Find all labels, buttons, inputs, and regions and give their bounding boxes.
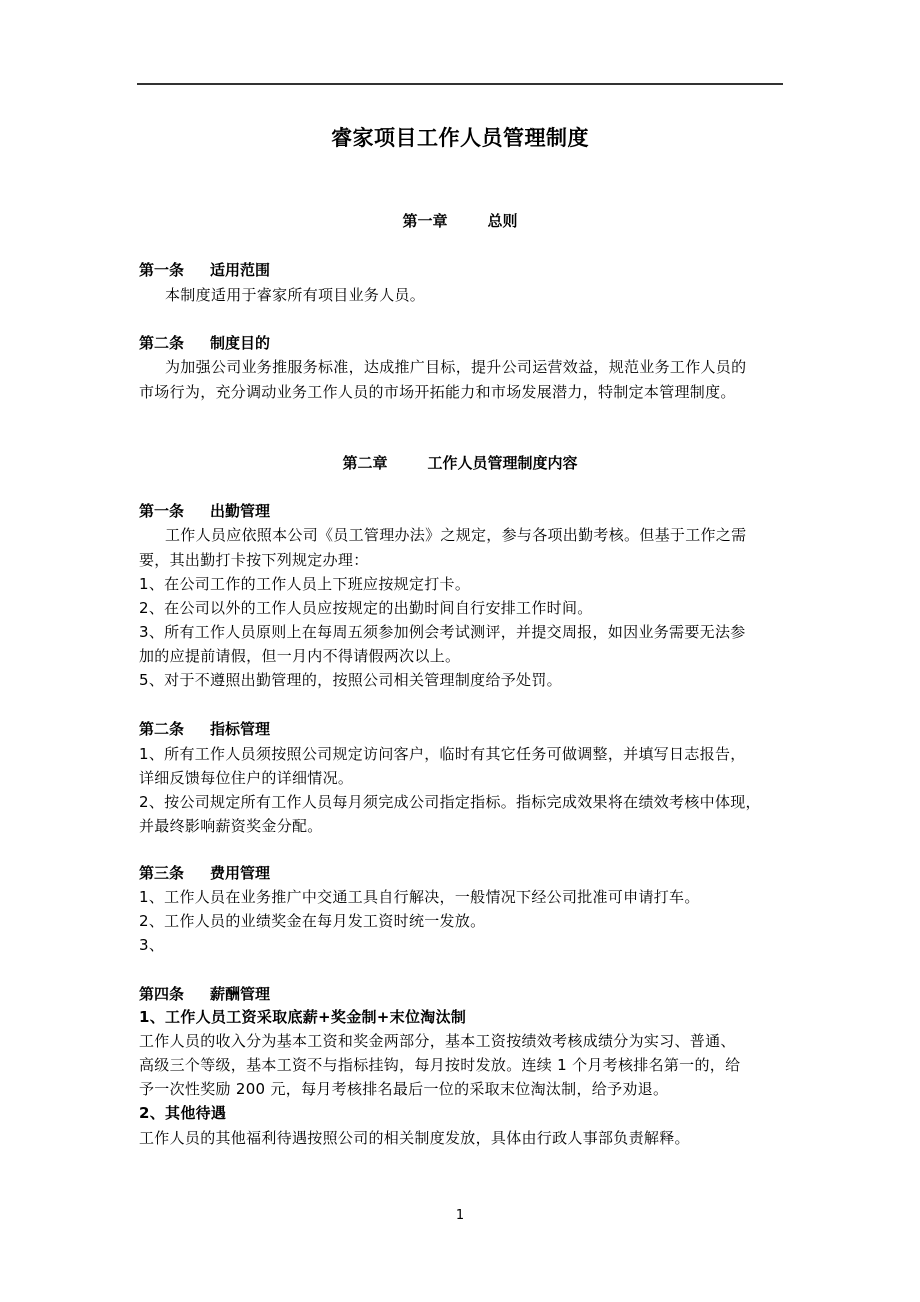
- paragraph-line: 为加强公司业务推服务标准，达成推广目标，提升公司运营效益，规范业务工作人员的: [165, 358, 747, 376]
- chapter-2-heading: [0, 452, 920, 473]
- list-item: 2、按公司规定所有工作人员每月须完成公司指定指标。指标完成效果将在绩效考核中体现，: [139, 793, 761, 811]
- paragraph-line: 工作人员的其他福利待遇按照公司的相关制度发放，具体由行政人事部负责解释。: [139, 1129, 690, 1147]
- paragraph-line: 本制度适用于睿家所有项目业务人员。: [165, 286, 426, 304]
- article-name: 薪酬管理: [210, 985, 271, 1003]
- list-item: 1、在公司工作的工作人员上下班应按规定打卡。: [139, 575, 471, 593]
- chapter-name: 工作人员管理制度内容: [427, 454, 578, 472]
- paragraph-line: 市场行为，充分调动业务工作人员的市场开拓能力和市场发展潜力，特制定本管理制度。: [139, 383, 736, 401]
- list-item: 1、工作人员在业务推广中交通工具自行解决，一般情况下经公司批准可申请打车。: [139, 888, 700, 906]
- paragraph-line: 要，其出勤打卡按下列规定办理：: [139, 551, 369, 569]
- paragraph-line: 工作人员应依照本公司《员工管理办法》之规定，参与各项出勤考核。但基于工作之需: [165, 526, 747, 544]
- article-number: 第一条: [139, 261, 185, 279]
- chapter-number: 第二章: [342, 454, 388, 472]
- list-item: 详细反馈每位住户的详细情况。: [139, 769, 354, 787]
- article-name: 指标管理: [210, 720, 271, 738]
- subheading: 1、工作人员工资采取底薪+奖金制+末位淘汰制: [139, 1008, 467, 1026]
- list-item: 并最终影响薪资奖金分配。: [139, 817, 323, 835]
- list-item: 3、所有工作人员原则上在每周五须参加例会考试测评，并提交周报，如因业务需要无法参: [139, 623, 746, 641]
- list-item: 5、对于不遵照出勤管理的，按照公司相关管理制度给予处罚。: [139, 671, 562, 689]
- chapter-1-heading: [0, 210, 920, 231]
- article-name: 适用范围: [210, 261, 271, 279]
- list-item: 1、所有工作人员须按照公司规定访问客户，临时有其它任务可做调整，并填写日志报告，: [139, 745, 746, 763]
- article-heading: [139, 332, 270, 353]
- article-name: 制度目的: [210, 334, 271, 352]
- page-number: 1: [455, 1208, 465, 1223]
- article-number: 第二条: [139, 334, 185, 352]
- article-number: 第四条: [139, 985, 185, 1003]
- chapter-name: 总则: [487, 212, 518, 230]
- list-item: 2、在公司以外的工作人员应按规定的出勤时间自行安排工作时间。: [139, 599, 593, 617]
- chapter-number: 第一章: [402, 212, 448, 230]
- subheading: 2、其他待遇: [139, 1104, 227, 1122]
- article-number: 第一条: [139, 502, 185, 520]
- list-item: 2、工作人员的业绩奖金在每月发工资时统一发放。: [139, 912, 486, 930]
- article-heading: [139, 259, 270, 280]
- article-name: 出勤管理: [210, 502, 271, 520]
- list-item: 加的应提前请假，但一月内不得请假两次以上。: [139, 647, 461, 665]
- article-heading: [139, 718, 270, 739]
- paragraph-line: 高级三个等级，基本工资不与指标挂钩，每月按时发放。连续 1 个月考核排名第一的，给: [139, 1056, 741, 1074]
- header-rule: [137, 83, 783, 85]
- paragraph-line: 工作人员的收入分为基本工资和奖金两部分，基本工资按绩效考核成绩分为实习、普通、: [139, 1032, 736, 1050]
- article-name: 费用管理: [210, 864, 271, 882]
- article-number: 第三条: [139, 864, 185, 882]
- document-title: 睿家项目工作人员管理制度: [331, 126, 589, 150]
- article-number: 第二条: [139, 720, 185, 738]
- article-heading: [139, 862, 270, 883]
- paragraph-line: 予一次性奖励 200 元，每月考核排名最后一位的采取末位淘汰制，给予劝退。: [139, 1080, 669, 1098]
- article-heading: [139, 500, 270, 521]
- list-item: 3、: [139, 936, 165, 954]
- article-heading: [139, 983, 270, 1004]
